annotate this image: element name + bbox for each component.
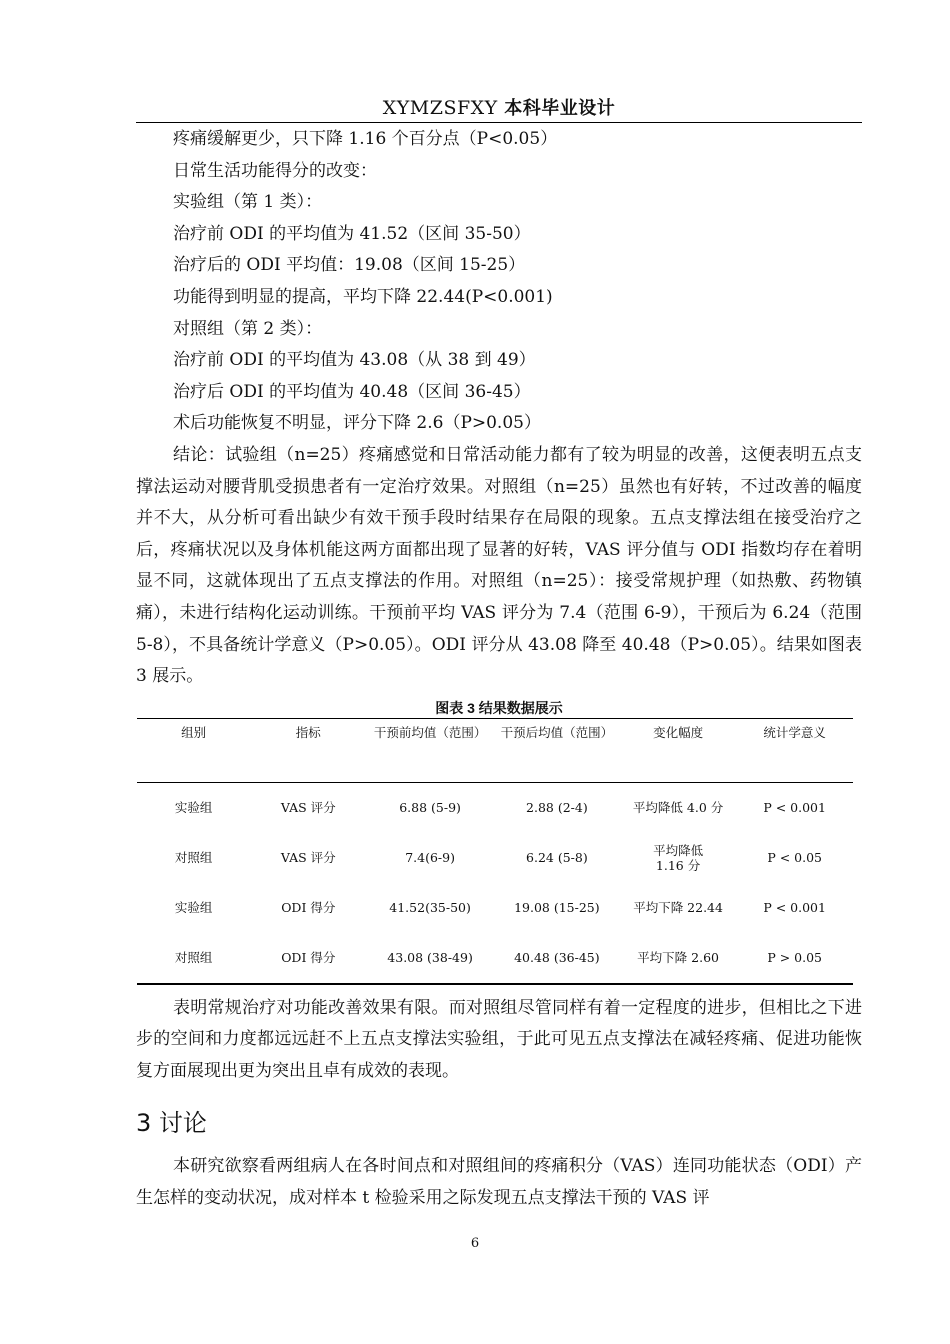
body-line: 治疗前 ODI 的平均值为 41.52（区间 35-50） xyxy=(173,223,531,244)
table-cell: P < 0.001 xyxy=(763,800,826,816)
table-cell: 7.4(6-9) xyxy=(405,850,455,866)
header-title: 本科毕业设计 xyxy=(504,98,616,118)
header-cell: 统计学意义 xyxy=(736,718,853,782)
table-cell: 平均降低 4.0 分 xyxy=(632,800,724,816)
table-header-row xyxy=(137,718,853,782)
table-cell: 41.52(35-50) xyxy=(389,900,471,916)
table-row xyxy=(137,933,853,984)
header-cell: 变化幅度 xyxy=(620,718,736,782)
table-cell: P < 0.001 xyxy=(763,900,826,916)
table-cell: ODI 得分 xyxy=(281,900,336,916)
page-header xyxy=(136,96,862,123)
header-cell: 指标 xyxy=(250,718,366,782)
table-cell: 6.88 (5-9) xyxy=(399,800,461,816)
section-title: 讨论 xyxy=(158,1109,207,1138)
table-cell: VAS 评分 xyxy=(280,800,336,816)
table-cell: 实验组 xyxy=(174,900,213,916)
body-line: 对照组（第 2 类）： xyxy=(173,318,323,339)
section-number: 3 xyxy=(136,1109,152,1138)
header-latin: XYMZSFXY xyxy=(382,97,498,119)
table-cell: 40.48 (36-45) xyxy=(514,950,600,966)
table-cell: ODI 得分 xyxy=(281,950,336,966)
document-body xyxy=(136,124,862,1215)
table-cell: P < 0.05 xyxy=(767,850,822,866)
table-cell: 平均下降 22.44 xyxy=(633,900,723,916)
body-line: 日常生活功能得分的改变： xyxy=(173,160,377,181)
table-cell: 19.08 (15-25) xyxy=(514,900,600,916)
table-cell: 6.24 (5-8) xyxy=(526,850,588,866)
table-cell: 实验组 xyxy=(174,800,213,816)
header-cell: 组别 xyxy=(137,718,250,782)
table-caption: 图表 3 结果数据展示 xyxy=(435,699,563,716)
table-cell: VAS 评分 xyxy=(280,850,336,866)
body-line: 治疗后 ODI 的平均值为 40.48（区间 36-45） xyxy=(173,381,531,402)
table-cell: P > 0.05 xyxy=(767,950,822,966)
body-line: 治疗后的 ODI 平均值：19.08（区间 15-25） xyxy=(173,255,526,276)
body-line: 治疗前 ODI 的平均值为 43.08（从 38 到 49） xyxy=(173,350,536,371)
table-cell: 平均下降 2.60 xyxy=(637,950,719,966)
results-table xyxy=(137,718,853,985)
body-line: 术后功能恢复不明显，评分下降 2.6（P>0.05） xyxy=(173,413,541,434)
header-cell: 干预前均值（范围） xyxy=(366,718,494,782)
table-row xyxy=(137,833,853,883)
body-line: 功能得到明显的提高，平均下降 22.44(P<0.001) xyxy=(173,286,553,307)
table-row xyxy=(137,883,853,933)
page-number: 6 xyxy=(470,1236,480,1251)
body-line: 疼痛缓解更少，只下降 1.16 个百分点（P<0.05） xyxy=(173,129,558,149)
header-cell: 干预后均值（范围） xyxy=(494,718,620,782)
table-cell: 2.88 (2-4) xyxy=(526,800,588,816)
discussion-paragraph: 本研究欲察看两组病人在各时间点和对照组间的疼痛积分（VAS）连同功能状态（ODI）产生怎样的变动状况，成对样本 t 检验采用之际发现五点支撑法干预的 VAS 评 xyxy=(136,1156,862,1209)
table-cell: 对照组 xyxy=(174,950,213,966)
body-line: 实验组（第 1 类）： xyxy=(173,192,323,213)
after-table-paragraph: 表明常规治疗对功能改善效果有限。而对照组尽管同样有着一定程度的进步，但相比之下进步的空间和力度都远远赶不上五点支撑法实验组，于此可见五点支撑法在减轻疼痛、促进功能恢复方面展现出更为突出且卓有成效的表现。 xyxy=(136,997,862,1081)
conclusion-paragraph: 结论：试验组（n=25）疼痛感觉和日常活动能力都有了较为明显的改善，这便表明五点支撑法运动对腰背肌受损患者有一定治疗效果。对照组（n=25）虽然也有好转，不过改善的幅度并不大，从分析可看出缺少有效干预手段时结果存在局限的现象。五点支撑法组在接受治疗之后，疼痛状况以及身体机能这两方面都出现了显著的好转，VAS 评分值与 ODI 指数均存在着明显不同，这就体现出了五点支撑法的作用。对照组（n=25）：接受常规护理（如热敷、药物镇痛），未进行结构化运动训练。干预前平均 VAS 评分为 7.4（范围 6-9），干预后为 6.24（范围 5-8），不具备统计学意义（P>0.05）。ODI 评分从 43.08 降至 40.48（P>0.05）。结果如图表 3 展示。 xyxy=(136,444,862,687)
table-cell: 对照组 xyxy=(174,850,213,866)
table-cell: 平均降低 1.16 分 xyxy=(653,842,704,873)
table-row xyxy=(137,782,853,833)
table-cell: 43.08 (38-49) xyxy=(387,950,473,966)
section-heading xyxy=(136,1107,862,1139)
